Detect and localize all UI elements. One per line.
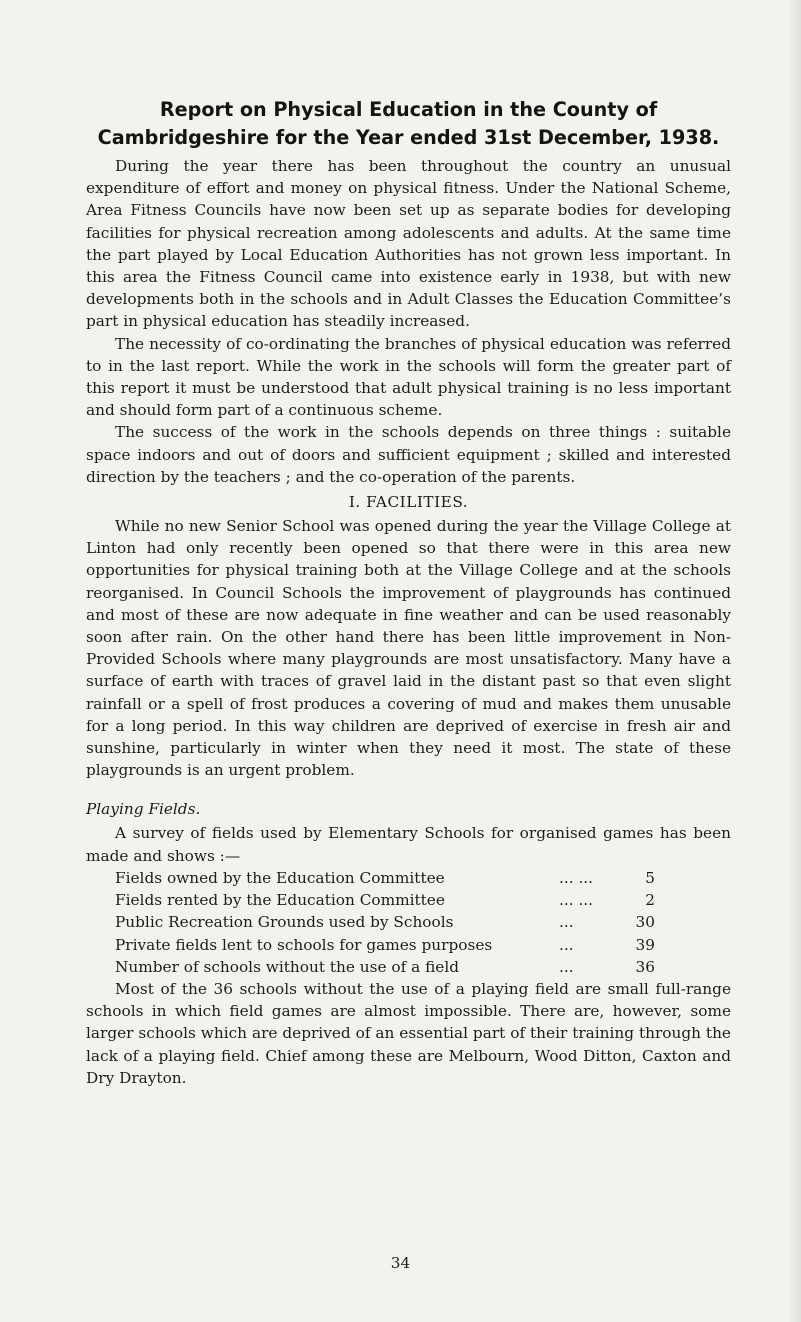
- table-row-leader: ...: [559, 957, 574, 976]
- facilities-paragraph: While no new Senior School was opened during the year the Village College at Linton had only recently been opened so that there were in this area new opportunities for physical training both at the Village College and at the schools reorganised. In Council Schools the improvement of playgrounds has continued and most of these are now adequate in fine weather and can be used reasonably soon after rain. On the other hand there has been little improvement in Non-Provided Schools where many playgrounds are most unsatisfactory. Many have a surface of earth with traces of gravel laid in the distant past so that even slight rainfall or a spell of frost produces a covering of mud and makes them unusable for a long period. In this way children are deprived of exercise in fresh air and sunshine, particularly in winter when they need it most. The state of these playgrounds is an urgent problem.: [86, 517, 731, 780]
- playing-fields-subheading: Playing Fields.: [86, 800, 201, 819]
- table-row-label: Fields owned by the Education Committee: [115, 868, 445, 887]
- playing-fields-table: [115, 867, 655, 978]
- table-row: [115, 956, 655, 978]
- section-heading-facilities: I. FACILITIES.: [348, 493, 469, 512]
- table-row: [115, 889, 655, 911]
- table-row-leader: ...: [559, 913, 574, 932]
- table-row-value: 30: [635, 913, 655, 932]
- table-row-label: Public Recreation Grounds used by Schools: [115, 913, 454, 932]
- intro-paragraph-1: During the year there has been throughout the country an unusual expenditure of effort and money on physical fitness. Under the National Scheme, Area Fitness Councils have now been set up as separate bodies for developing facilities for physical recreation among adolescents and adults. At the same time the part played by Local Education Authorities has not grown less important. In this area the Fitness Council came into existence early in 1938, but with new developments both in the schools and in Adult Classes the Education Committee’s part in physical education has steadily increased.: [86, 157, 731, 331]
- intro-paragraph-3: The success of the work in the schools depends on three things : suitable space indoors and out of doors and sufficient equipment ; skilled and interested direction by the teachers ; and the co-operation of the parents.: [86, 423, 731, 486]
- table-row-leader: ... ...: [559, 868, 594, 887]
- table-row: [115, 911, 655, 933]
- report-title: Report on Physical Education in the County of Cambridgeshire for the Year ended 31st December, 1938.: [97, 98, 720, 149]
- table-row-value: 36: [635, 957, 655, 976]
- table-row-leader: ...: [559, 935, 574, 954]
- closing-paragraph: Most of the 36 schools without the use of a playing field are small full-range schools in which field games are almost impossible. There are, however, some larger schools which are deprived of an essential part of their training through the lack of a playing field. Chief among these are Melbourn, Wood Ditton, Caxton and Dry Drayton.: [86, 979, 731, 1087]
- table-row-value: 5: [645, 868, 655, 887]
- survey-intro: A survey of fields used by Elementary Schools for organised games has been made and shows :—: [86, 824, 731, 865]
- page-edge-shadow: [787, 0, 801, 1322]
- table-row-value: 39: [635, 935, 655, 954]
- table-row-label: Number of schools without the use of a field: [115, 957, 460, 976]
- table-row: [115, 934, 655, 956]
- table-row-label: Private fields lent to schools for games purposes: [115, 935, 493, 954]
- intro-paragraph-2: The necessity of co-ordinating the branches of physical education was referred to in the last report. While the work in the schools will form the greater part of this report it must be understood that adult physical training is no less important and should form part of a continuous scheme.: [86, 334, 731, 420]
- table-row-label: Fields rented by the Education Committee: [115, 891, 445, 910]
- table-row-leader: ... ...: [559, 891, 594, 910]
- report-body: [86, 96, 731, 1089]
- page-number: 34: [390, 1254, 411, 1272]
- table-row: [115, 867, 655, 889]
- table-row-value: 2: [645, 891, 655, 910]
